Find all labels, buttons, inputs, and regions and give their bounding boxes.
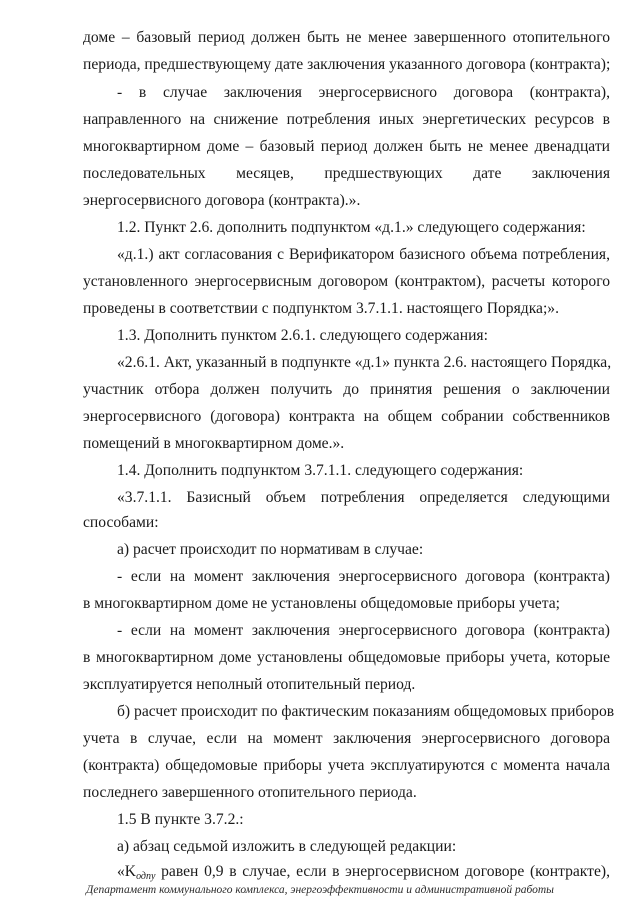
text-line: - в случае заключения энергосервисного договора (контракта), — [117, 84, 610, 101]
text-line: «2.6.1. Акт, указанный в подпункте «д.1» пункта 2.6. настоящего Порядка, — [117, 354, 612, 371]
text-line: многоквартирном доме – базовый период должен быть не менее двенадцати — [83, 138, 610, 155]
text-line: периода, предшествующему дате заключения указанного договора (контракта); — [83, 56, 611, 73]
text-line: помещений в многоквартирном доме.». — [83, 435, 345, 452]
text-line: (контракта) общедомовые приборы учета эксплуатируются с момента начала — [83, 757, 610, 774]
text-line: 1.2. Пункт 2.6. дополнить подпунктом «д.1.» следующего содержания: — [117, 219, 586, 236]
text-line: 1.4. Дополнить подпунктом 3.7.1.1. следующего содержания: — [117, 462, 524, 479]
text-line-formula — [117, 862, 610, 882]
text-line: последнего завершенного отопительного периода. — [83, 784, 417, 801]
text-line: участник отбора должен получить до принятия решения о заключении — [83, 381, 610, 398]
text-line: «3.7.1.1. Базисный объем потребления определяется следующими — [117, 489, 610, 506]
text-line: 1.5 В пункте 3.7.2.: — [117, 811, 244, 828]
text-line: 1.3. Дополнить пунктом 2.6.1. следующего содержания: — [117, 327, 488, 344]
text-line: энергосервисного договора (контракта).». — [83, 192, 361, 209]
text-line: энергосервисного (договора) контракта на общем собрании собственников — [83, 408, 610, 425]
text-line: направленного на снижение потребления иных энергетических ресурсов в — [83, 111, 610, 128]
formula-subscript: одпу — [136, 871, 156, 882]
text-line: - если на момент заключения энергосервисного договора (контракта) — [117, 568, 610, 585]
text-line: способами: — [83, 514, 159, 531]
text-line: учета в случае, если на момент заключения энергосервисного договора — [83, 730, 610, 747]
text-line: а) абзац седьмой изложить в следующей редакции: — [117, 838, 457, 855]
text-line: - если на момент заключения энергосервисного договора (контракта) — [117, 622, 610, 639]
text-line: в многоквартирном доме не установлены общедомовые приборы учета; — [83, 595, 560, 612]
formula-prefix: «K — [117, 863, 137, 880]
text-line: доме – базовый период должен быть не менее завершенного отопительного — [83, 29, 610, 46]
text-line: установленного энергосервисным договором (контрактом), расчеты которого — [83, 273, 610, 290]
text-line: в многоквартирном доме установлены общедомовые приборы учета, которые — [83, 649, 610, 666]
text-line: «д.1.) акт согласования с Верификатором базисного объема потребления, — [117, 246, 610, 263]
text-line: последовательных месяцев, предшествующих дате заключения — [83, 165, 610, 182]
text-line: а) расчет происходит по нормативам в случае: — [117, 541, 424, 558]
text-line: б) расчет происходит по фактическим показаниям общедомовых приборов — [117, 703, 615, 720]
formula-rest: равен 0,9 в случае, если в энергосервисном договоре (контракте), — [155, 863, 610, 880]
text-line: эксплуатируется неполный отопительный период. — [83, 676, 416, 693]
page-footer: Департамент коммунального комплекса, энергоэффективности и административной работы — [86, 884, 554, 896]
text-line: проведены в соответствии с подпунктом 3.7.1.1. настоящего Порядка;». — [83, 300, 559, 317]
